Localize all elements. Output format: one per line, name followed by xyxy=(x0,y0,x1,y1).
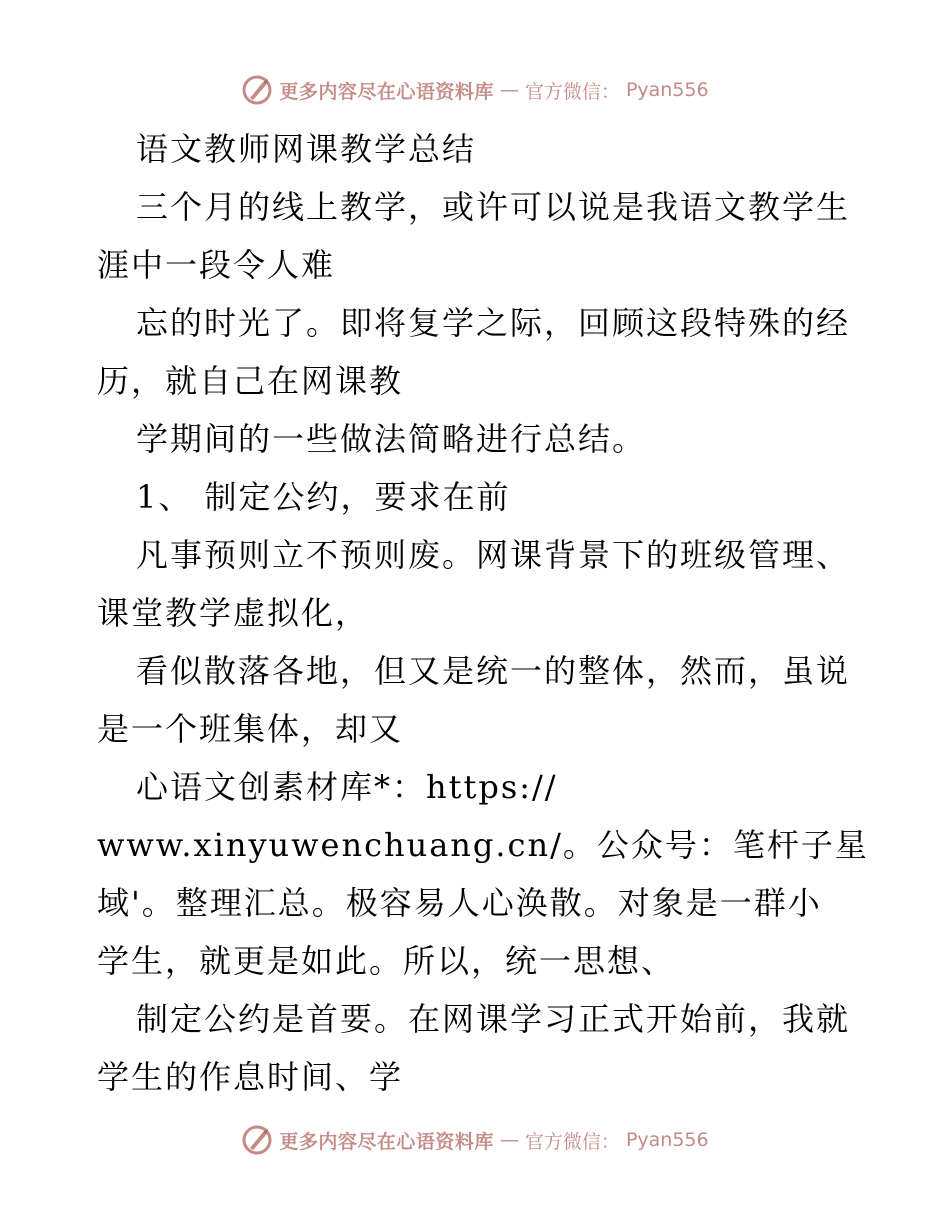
quill-logo-icon xyxy=(241,1124,273,1156)
banner-separator: — xyxy=(499,1129,519,1151)
footer-banner xyxy=(0,1120,950,1160)
text-line: 看似散落各地，但又是统一的整体，然而，虽说 xyxy=(136,652,851,690)
banner-wechat-id: Pyan556 xyxy=(625,1129,709,1151)
text-line: 涯中一段令人难 xyxy=(97,246,336,284)
text-line: 学期间的一些做法简略进行总结。 xyxy=(136,420,647,458)
quill-logo-icon xyxy=(241,74,273,106)
banner-title: 更多内容尽在心语资料库 xyxy=(279,80,494,103)
text-line: 心语文创素材库*：https:// xyxy=(136,768,558,806)
text-line: 语文教师网课教学总结 xyxy=(136,130,477,168)
text-line: 是一个班集体，却又 xyxy=(97,710,404,748)
text-line: 制定公约是首要。在网课学习正式开始前，我就 xyxy=(136,1000,851,1038)
text-line: 学生，就更是如此。所以，统一思想、 xyxy=(97,942,676,980)
text-line: www.xinyuwenchuang.cn/。公众号：笔杆子星 xyxy=(97,826,869,864)
text-line: 历，就自己在网课教 xyxy=(97,362,404,400)
text-line: 忘的时光了。即将复学之际，回顾这段特殊的经 xyxy=(136,304,851,342)
text-line: 三个月的线上教学，或许可以说是我语文教学生 xyxy=(136,188,851,226)
header-banner xyxy=(0,70,950,110)
document-body xyxy=(97,120,869,1106)
banner-wechat-label: 官方微信： xyxy=(524,1130,620,1153)
text-line: 学生的作息时间、学 xyxy=(97,1058,404,1096)
text-line: 1、 制定公约，要求在前 xyxy=(136,478,511,516)
text-line: 凡事预则立不预则废。网课背景下的班级管理、 xyxy=(136,536,851,574)
banner-separator: — xyxy=(499,79,519,101)
text-line: 域'。整理汇总。极容易人心涣散。对象是一群小 xyxy=(97,884,822,922)
text-line: 课堂教学虚拟化， xyxy=(97,594,370,632)
banner-wechat-id: Pyan556 xyxy=(625,79,709,101)
banner-wechat-label: 官方微信： xyxy=(524,80,620,103)
banner-title: 更多内容尽在心语资料库 xyxy=(279,1130,494,1153)
